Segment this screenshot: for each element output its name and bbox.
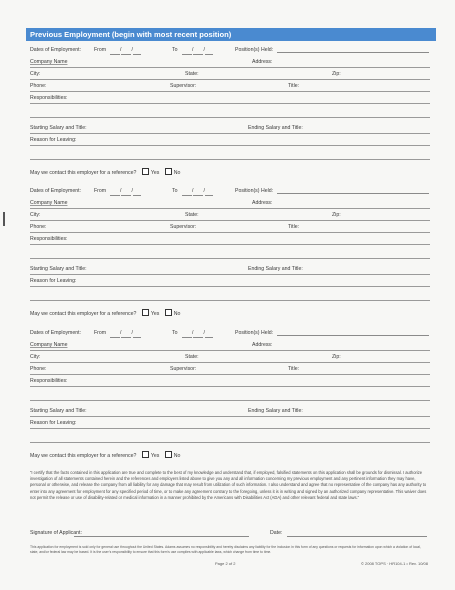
reason-label: Reason for Leaving:	[30, 137, 77, 143]
company-row[interactable]	[30, 341, 430, 353]
ending-salary-label: Ending Salary and Title:	[248, 125, 303, 131]
positions-field[interactable]	[277, 329, 429, 336]
certification-text: “I certify that the facts contained in this application are true and complete to the best of my knowledge and understand that, if employed, falsified statements on this application shall be grounds for dismissal. I authorize investigation of all statements contained herein and the references and employers listed above to give you any and all information concerning my previous employment and any pertinent information they may have, personal or otherwise, and release the company from all liability for any damage that may result from utilization of such information. I also understand and agree that no representative of the company has any authority to enter into any agreement for employment for any specified period of time, or to make any agreement contrary to the foregoing, unless it is in writing and signed by an authorized company representative. This waiver does not permit the release or use of disability-related or medical information in a manner prohibited by the Americans with Disabilities Act (ADA) and other relevant federal and state laws.”	[30, 470, 427, 500]
from-label: From	[94, 330, 107, 336]
positions-label: Position(s) Held:	[235, 188, 274, 194]
city-label: City:	[30, 354, 41, 360]
phone-label: Phone:	[30, 366, 47, 372]
responsibilities-row[interactable]	[30, 94, 430, 106]
responsibilities-row[interactable]	[30, 377, 430, 389]
dates-row	[30, 187, 430, 199]
yes-checkbox[interactable]	[142, 451, 149, 458]
scan-mark	[3, 212, 5, 226]
copyright: © 2008 TOPS · HR104-1 • Rev. 10/08	[360, 561, 428, 566]
company-label: Company Name	[30, 200, 68, 206]
to-date-field[interactable]: / /	[182, 46, 213, 55]
state-label: State:	[185, 71, 199, 77]
contact-question: May we contact this employer for a reference?	[30, 453, 137, 459]
no-label: No	[173, 311, 181, 317]
salary-row[interactable]	[30, 265, 430, 277]
positions-field[interactable]	[277, 187, 429, 194]
reason-line-2[interactable]	[30, 159, 430, 160]
to-label: To	[172, 47, 178, 53]
fine-print: This application for employment is sold only for general use throughout the United States. Adams assumes no responsibility and hereby disclaims any liability for the inclusion in this form of any questions or requests for information upon which a violation of local, state, and/or federal law may be based. It is the user’s responsibility to ensure that this form’s use complies with applicable laws, which change from time to time.	[30, 545, 421, 554]
responsibilities-label: Responsibilities:	[30, 378, 68, 384]
title-label: Title:	[288, 366, 300, 372]
dates-label: Dates of Employment:	[30, 330, 82, 336]
phone-row[interactable]	[30, 82, 430, 94]
contact-row	[30, 309, 430, 321]
from-label: From	[94, 188, 107, 194]
reason-line-2[interactable]	[30, 442, 430, 443]
salary-row[interactable]	[30, 124, 430, 136]
responsibilities-line-2[interactable]	[30, 400, 430, 401]
state-label: State:	[185, 354, 199, 360]
no-checkbox[interactable]	[165, 168, 172, 175]
reason-label: Reason for Leaving:	[30, 278, 77, 284]
no-label: No	[173, 453, 181, 459]
from-date-field[interactable]: / /	[110, 329, 141, 338]
date-label: Date:	[270, 530, 283, 536]
responsibilities-label: Responsibilities:	[30, 95, 68, 101]
yes-checkbox[interactable]	[142, 309, 149, 316]
reason-label: Reason for Leaving:	[30, 420, 77, 426]
dates-label: Dates of Employment:	[30, 188, 82, 194]
reason-row[interactable]	[30, 419, 430, 431]
zip-label: Zip:	[332, 212, 341, 218]
yes-label: Yes	[150, 170, 160, 176]
dates-row	[30, 46, 430, 58]
supervisor-label: Supervisor:	[170, 224, 197, 230]
company-row[interactable]	[30, 199, 430, 211]
company-row[interactable]	[30, 58, 430, 70]
no-checkbox[interactable]	[165, 309, 172, 316]
from-label: From	[94, 47, 107, 53]
signature-row	[30, 530, 430, 540]
title-label: Title:	[288, 224, 300, 230]
starting-salary-label: Starting Salary and Title:	[30, 408, 87, 414]
company-label: Company Name	[30, 59, 68, 65]
yes-label: Yes	[150, 311, 160, 317]
zip-label: Zip:	[332, 354, 341, 360]
date-field[interactable]	[287, 530, 427, 537]
zip-label: Zip:	[332, 71, 341, 77]
city-row[interactable]	[30, 70, 430, 82]
to-label: To	[172, 188, 178, 194]
address-label: Address:	[252, 200, 273, 206]
city-row[interactable]	[30, 353, 430, 365]
no-checkbox[interactable]	[165, 451, 172, 458]
section-header: Previous Employment (begin with most recent position)	[26, 28, 436, 41]
address-label: Address:	[252, 59, 273, 65]
yes-checkbox[interactable]	[142, 168, 149, 175]
dates-row	[30, 329, 430, 341]
city-label: City:	[30, 212, 41, 218]
phone-label: Phone:	[30, 83, 47, 89]
phone-row[interactable]	[30, 223, 430, 235]
page-number: Page 2 of 2	[215, 561, 236, 566]
starting-salary-label: Starting Salary and Title:	[30, 125, 87, 131]
dates-label: Dates of Employment:	[30, 47, 82, 53]
to-date-field[interactable]: / /	[182, 187, 213, 196]
address-label: Address:	[252, 342, 273, 348]
phone-row[interactable]	[30, 365, 430, 377]
reason-row[interactable]	[30, 277, 430, 289]
supervisor-label: Supervisor:	[170, 83, 197, 89]
city-label: City:	[30, 71, 41, 77]
positions-field[interactable]	[277, 46, 429, 53]
contact-question: May we contact this employer for a reference?	[30, 170, 137, 176]
state-label: State:	[185, 212, 199, 218]
reason-line-2[interactable]	[30, 300, 430, 301]
responsibilities-label: Responsibilities:	[30, 236, 68, 242]
yes-label: Yes	[150, 453, 160, 459]
city-row[interactable]	[30, 211, 430, 223]
reason-row[interactable]	[30, 136, 430, 148]
ending-salary-label: Ending Salary and Title:	[248, 266, 303, 272]
responsibilities-row[interactable]	[30, 235, 430, 247]
supervisor-label: Supervisor:	[170, 366, 197, 372]
title-label: Title:	[288, 83, 300, 89]
to-date-field[interactable]: / /	[182, 329, 213, 338]
footer	[30, 561, 428, 569]
contact-row	[30, 168, 430, 180]
from-date-field[interactable]: / /	[110, 46, 141, 55]
phone-label: Phone:	[30, 224, 47, 230]
positions-label: Position(s) Held:	[235, 330, 274, 336]
contact-question: May we contact this employer for a reference?	[30, 311, 137, 317]
signature-field[interactable]	[74, 530, 249, 537]
from-date-field[interactable]: / /	[110, 187, 141, 196]
no-label: No	[173, 170, 181, 176]
responsibilities-line-2[interactable]	[30, 258, 430, 259]
company-label: Company Name	[30, 342, 68, 348]
responsibilities-line-2[interactable]	[30, 117, 430, 118]
to-label: To	[172, 330, 178, 336]
contact-row	[30, 451, 430, 463]
ending-salary-label: Ending Salary and Title:	[248, 408, 303, 414]
salary-row[interactable]	[30, 407, 430, 419]
signature-label: Signature of Applicant:	[30, 530, 82, 536]
positions-label: Position(s) Held:	[235, 47, 274, 53]
starting-salary-label: Starting Salary and Title:	[30, 266, 87, 272]
